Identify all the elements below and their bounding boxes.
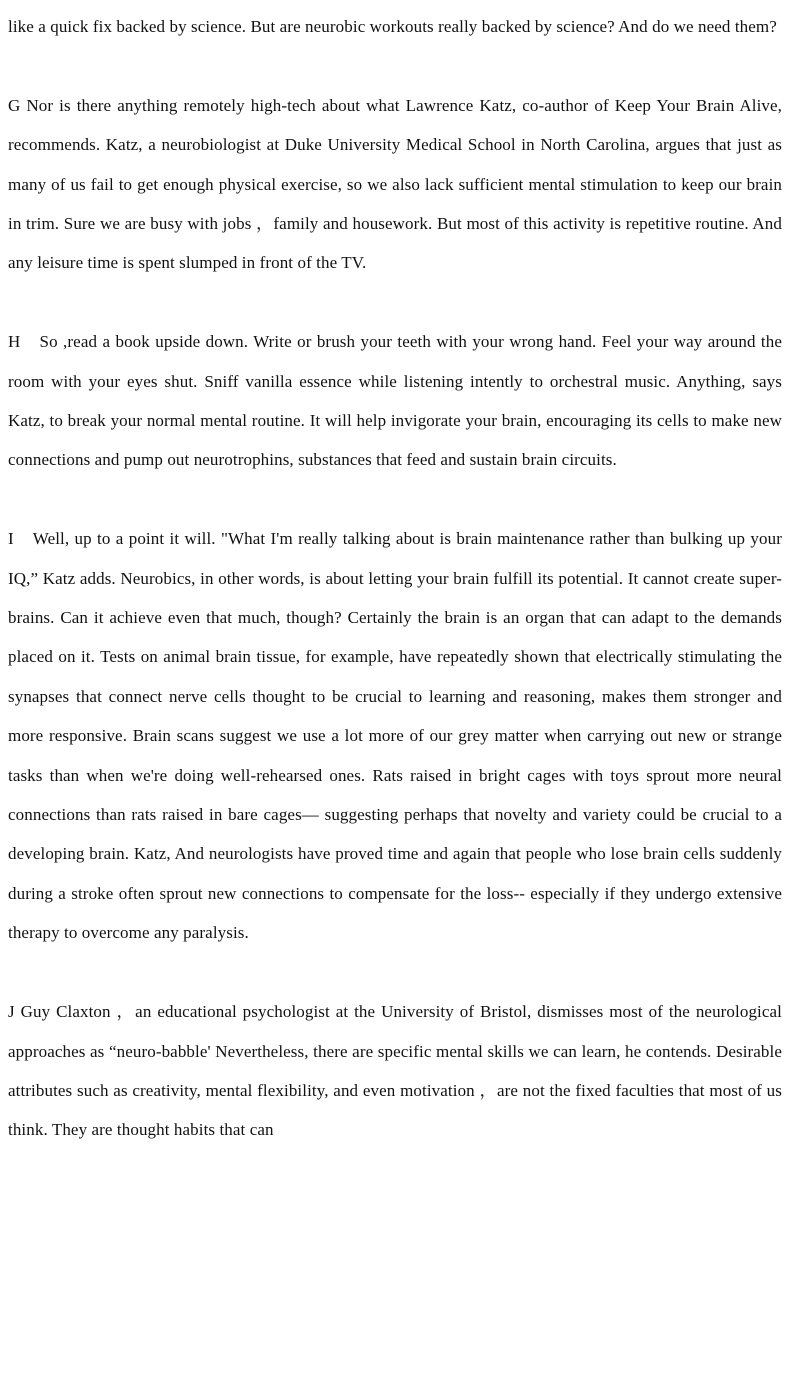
paragraph-g: G Nor is there anything remotely high-tech about what Lawrence Katz, co-author of Keep Your Brain Alive, recommends. Katz, a neurobiologist at Duke University Medical School in North Carolina, argues that just as many of us fail to get enough physical exercise, so we also lack sufficient mental stimulation to keep our brain in trim. Sure we are busy with jobs ，family and housework. But most of this activity is repetitive routine. And any leisure time is spent slumped in front of the TV.: [8, 95, 782, 273]
paragraph-i: I Well, up to a point it will. "What I'm really talking about is brain maintenance rather than bulking up your IQ,” Katz adds. Neurobics, in other words, is about letting your brain fulfill its potential. It cannot create super-brains. Can it achieve even that much, though? Certainly the brain is an organ that can adapt to the demands placed on it. Tests on animal brain tissue, for example, have repeatedly shown that electrically stimulating the synapses that connect nerve cells thought to be crucial to learning and reasoning, makes them stronger and more responsive. Brain scans suggest we use a lot more of our grey matter when carrying out new or strange tasks than when we're doing well-rehearsed ones. Rats raised in bright cages with toys sprout more neural connections than rats raised in bare cages— suggesting perhaps that novelty and variety could be crucial to a developing brain. Katz, And neurologists have proved time and again that people who lose brain cells suddenly during a stroke often sprout new connections to compensate for the loss-- especially if they undergo extensive therapy to overcome any paralysis.: [8, 529, 782, 943]
paragraph-gap: [8, 480, 782, 519]
paragraph-j: J Guy Claxton ，an educational psychologist at the University of Bristol, dismisses most of the neurological approaches as “neuro-babble' Nevertheless, there are specific mental skills we can learn, he contends. Desirable attributes such as creativity, mental flexibility, and even motivation ，are not the fixed faculties that most of us think. They are thought habits that can: [8, 1002, 782, 1140]
paragraph-h: H So ,read a book upside down. Write or brush your teeth with your wrong hand. Feel your way around the room with your eyes shut. Sniff vanilla essence while listening intently to orchestral music. Anything, says Katz, to break your normal mental routine. It will help invigorate your brain, encouraging its cells to make new connections and pump out neurotrophins, substances that feed and sustain brain circuits.: [8, 332, 782, 470]
paragraph-gap: [8, 283, 782, 322]
document-page: [8, 0, 782, 1150]
paragraph-gap: [8, 953, 782, 992]
paragraph-gap: [8, 46, 782, 85]
paragraph-f-tail: like a quick fix backed by science. But are neurobic workouts really backed by science? And do we need them?: [8, 17, 777, 36]
